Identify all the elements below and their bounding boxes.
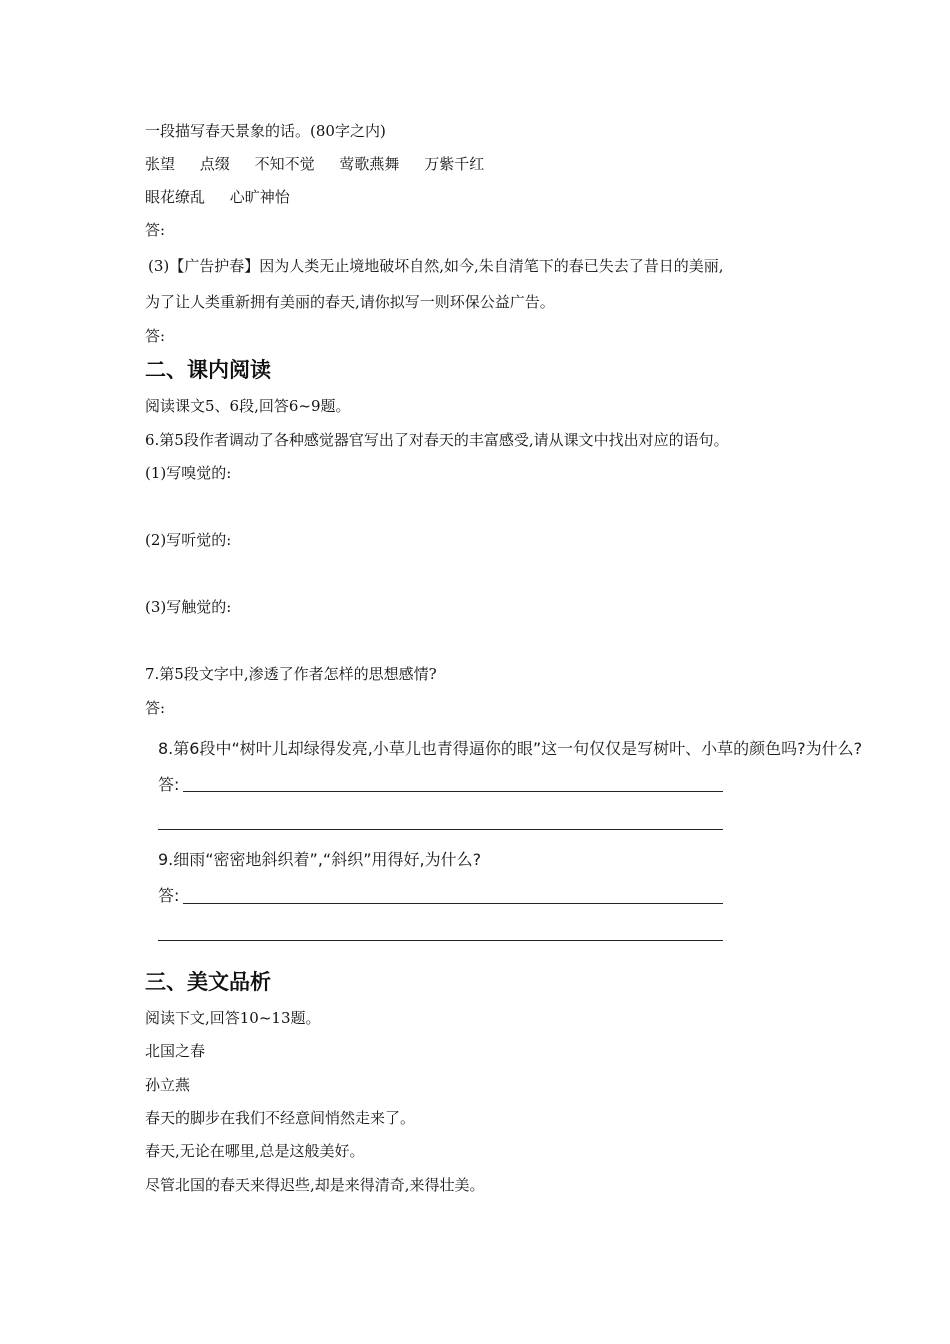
question-7: 7.第5段文字中,渗透了作者怎样的思想感情? — [145, 665, 437, 683]
intro-line: 一段描写春天景象的话。(80字之内) — [145, 122, 386, 140]
answer-label: 答: — [145, 327, 166, 345]
question-6-part-2: (2)写听觉的: — [145, 531, 232, 549]
word-bank-item: 眼花缭乱 — [145, 188, 206, 206]
essay-paragraph: 春天的脚步在我们不经意间悄然走来了。 — [145, 1109, 416, 1127]
answer-line — [158, 829, 723, 830]
essay-paragraph: 春天,无论在哪里,总是这般美好。 — [145, 1142, 365, 1160]
answer-label: 答: — [158, 886, 180, 905]
question-6-part-1: (1)写嗅觉的: — [145, 464, 232, 482]
essay-title: 北国之春 — [145, 1042, 206, 1060]
essay-author: 孙立燕 — [145, 1076, 191, 1094]
word-bank-item: 张望 — [145, 155, 176, 173]
question-6: 6.第5段作者调动了各种感觉器官写出了对春天的丰富感受,请从课文中找出对应的语句。 — [145, 431, 729, 449]
word-bank-item: 万紫千红 — [424, 155, 485, 173]
word-bank-row-2 — [145, 187, 310, 207]
word-bank-item: 心旷神怡 — [229, 188, 290, 206]
q3-line-1: (3)【广告护春】因为人类无止境地破坏自然,如今,朱自清笔下的春已失去了昔日的美丽, — [148, 257, 724, 275]
question-6-part-3: (3)写触觉的: — [145, 598, 232, 616]
question-9: 9.细雨“密密地斜织着”,“斜织”用得好,为什么? — [158, 850, 482, 869]
section-2-instruction: 阅读课文5、6段,回答6~9题。 — [145, 397, 351, 415]
answer-line — [183, 791, 723, 792]
answer-line — [158, 940, 723, 941]
answer-label: 答: — [145, 699, 166, 717]
question-8: 8.第6段中“树叶儿却绿得发亮,小草儿也青得逼你的眼”这一句仅仅是写树叶、小草的颜色吗?为什么? — [158, 739, 863, 758]
section-3-instruction: 阅读下文,回答10~13题。 — [145, 1009, 321, 1027]
q3-line-2: 为了让人类重新拥有美丽的春天,请你拟写一则环保公益广告。 — [145, 293, 555, 311]
section-3-heading: 三、美文品析 — [145, 970, 271, 994]
word-bank-item: 点缀 — [199, 155, 230, 173]
answer-line — [183, 903, 723, 904]
section-2-heading: 二、课内阅读 — [145, 358, 271, 382]
word-bank-row-1 — [145, 154, 504, 174]
answer-label: 答: — [145, 221, 166, 239]
essay-paragraph: 尽管北国的春天来得迟些,却是来得清奇,来得壮美。 — [145, 1176, 485, 1194]
word-bank-item: 不知不觉 — [254, 155, 315, 173]
answer-label: 答: — [158, 775, 180, 794]
word-bank-item: 莺歌燕舞 — [339, 155, 400, 173]
